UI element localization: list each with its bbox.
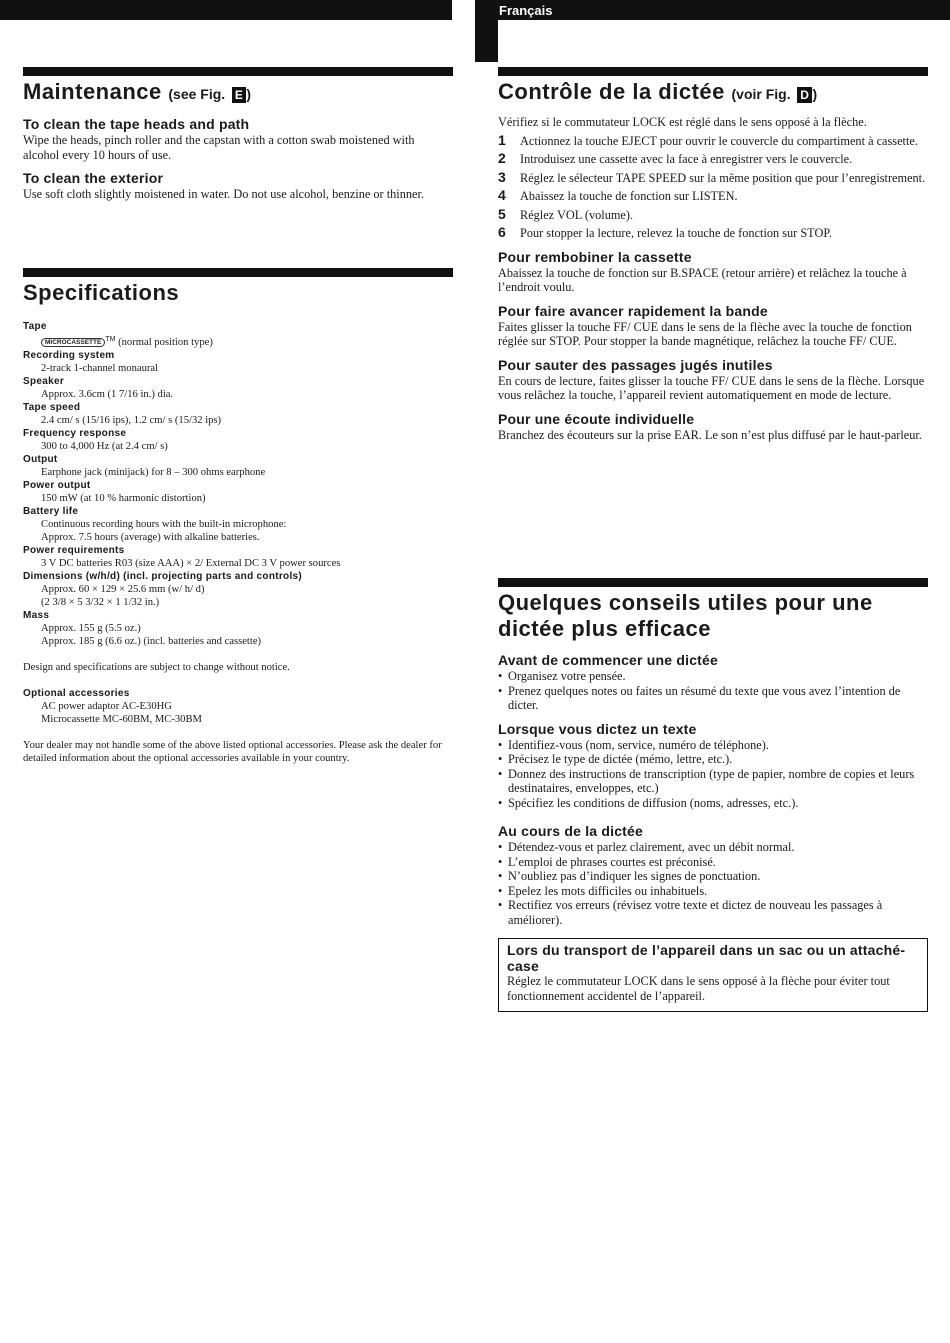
optional-accessory: Microcassette MC-60BM, MC-30BM [41, 714, 202, 725]
optional-accessory: AC power adaptor AC-E30HG [41, 701, 172, 712]
section-rule [498, 67, 928, 76]
list-item-text: Spécifiez les conditions de diffusion (noms, adresses, etc.). [508, 795, 799, 810]
spec-tape-speed-label: Tape speed [23, 402, 81, 413]
spec-frequency-value: 300 to 4,000 Hz (at 2.4 cm/ s) [41, 441, 168, 452]
step-text: Réglez le sélecteur TAPE SPEED sur la même position que pour l’enregistrement. [520, 170, 926, 185]
list-item [498, 738, 928, 753]
bullet-icon: • [498, 752, 503, 766]
transport-box [498, 938, 928, 1012]
microcassette-logo: MICROCASSETTE [41, 338, 105, 347]
step-text: Introduisez une cassette avec la face à enregistrer vers le couvercle. [520, 152, 853, 166]
lorsque-list [498, 738, 928, 811]
list-item [498, 855, 928, 870]
steps-list [498, 131, 928, 241]
clean-exterior-text: Use soft cloth slightly moistened in water. Do not use alcohol, benzine or thinner. [23, 187, 424, 201]
bullet-icon: • [498, 766, 503, 781]
cours-list [498, 840, 928, 927]
list-item [498, 840, 928, 855]
bullet-icon: • [498, 883, 503, 898]
spec-battery-value: Approx. 7.5 hours (average) with alkaline batteries. [41, 532, 260, 543]
list-item [498, 767, 928, 796]
avant-list [498, 669, 928, 713]
section-rule [23, 67, 453, 76]
section-rule [498, 578, 928, 587]
spec-frequency-label: Frequency response [23, 428, 127, 439]
rembobiner-heading: Pour rembobiner la cassette [498, 248, 692, 265]
sauter-text: En cours de lecture, faites glisser la touche FF/ CUE dans le sens de la flèche. Lorsque vous relâchez la touche, l’appareil revient automatiquement en mode de lecture. [498, 373, 925, 402]
ecoute-heading: Pour une écoute individuelle [498, 410, 695, 427]
section-rule [23, 268, 453, 277]
step-item [498, 131, 928, 149]
spec-tape-label: Tape [23, 321, 47, 332]
spec-output-value: Earphone jack (minijack) for 8 – 300 ohms earphone [41, 467, 266, 478]
bullet-icon: • [498, 898, 503, 912]
dealer-note: Your dealer may not handle some of the above listed optional accessories. Please ask the dealer for detailed information about the optional accessories available in your country. [23, 740, 442, 764]
cours-heading: Au cours de la dictée [498, 823, 644, 839]
spec-speaker-value: Approx. 3.6cm (1 7/16 in.) dia. [41, 389, 174, 400]
list-item-text: Rectifiez vos erreurs (révisez votre texte et dictez de nouveau les passages à améliorer). [508, 898, 883, 927]
design-note: Design and specifications are subject to change without notice. [23, 662, 290, 673]
bullet-icon: • [498, 840, 503, 854]
step-number: 1 [498, 131, 506, 148]
clean-heads-text: Wipe the heads, pinch roller and the capstan with a cotton swab moistened with alcohol every 10 hours of use. [23, 133, 415, 162]
spec-recording-label: Recording system [23, 350, 115, 361]
rembobiner-text: Abaissez la touche de fonction sur B.SPACE (retour arrière) et relâchez la touche à l’endroit voulu. [498, 265, 907, 294]
spec-battery-value: Continuous recording hours with the built-in microphone: [41, 519, 287, 530]
step-item [498, 226, 928, 241]
maintenance-title: Maintenance (see Fig. E ) [23, 79, 251, 104]
spec-mass-value: Approx. 185 g (6.6 oz.) (incl. batteries and cassette) [41, 636, 262, 647]
top-bar-left [0, 0, 452, 20]
avancer-heading: Pour faire avancer rapidement la bande [498, 302, 768, 319]
clean-heads-heading: To clean the tape heads and path [23, 116, 250, 132]
list-item [498, 796, 928, 811]
bullet-icon: • [498, 854, 503, 869]
avancer-text: Faites glisser la touche FF/ CUE dans le sens de la flèche avec la touche de fonction réglée sur STOP. Pour stopper la bande magnétique, relâchez la touche FF/ CUE. [498, 319, 912, 348]
spec-recording-value: 2-track 1-channel monaural [41, 363, 159, 374]
spec-mass-label: Mass [23, 610, 50, 621]
step-number: 6 [498, 224, 506, 240]
step-number: 3 [498, 168, 506, 185]
step-item [498, 189, 928, 204]
list-item [498, 684, 928, 713]
spec-dimensions-value: (2 3/8 × 5 3/32 × 1 1/32 in.) [41, 597, 160, 608]
list-item-text: N’oubliez pas d’indiquer les signes de ponctuation. [508, 869, 761, 883]
list-item-text: Identifiez-vous (nom, service, numéro de téléphone). [508, 737, 769, 752]
step-number: 5 [498, 205, 506, 222]
step-text: Pour stopper la lecture, relevez la touche de fonction sur STOP. [520, 226, 832, 240]
bullet-icon: • [498, 869, 503, 883]
list-item [498, 898, 928, 927]
language-tab [475, 20, 498, 62]
step-item [498, 152, 928, 167]
controle-title: Contrôle de la dictée (voir Fig. D ) [498, 79, 818, 104]
list-item-text: Epelez les mots difficiles ou inhabituels. [508, 883, 708, 898]
list-item-text: Organisez votre pensée. [508, 669, 626, 683]
list-item [498, 869, 928, 884]
list-item-text: L’emploi de phrases courtes est préconisé. [508, 854, 716, 869]
conseils-section [498, 578, 928, 1012]
list-item [498, 884, 928, 899]
spec-power-req-label: Power requirements [23, 545, 125, 556]
optional-accessories-label: Optional accessories [23, 688, 130, 699]
controle-section [498, 67, 928, 442]
spec-battery-label: Battery life [23, 506, 79, 517]
spec-tape-speed-value: 2.4 cm/ s (15/16 ips), 1.2 cm/ s (15/32 ips) [41, 415, 222, 426]
maintenance-section [23, 67, 453, 202]
clean-exterior-heading: To clean the exterior [23, 170, 164, 186]
list-item-text: Donnez des instructions de transcription (type de papier, nombre de copies et leurs destinataires, enveloppes, etc.) [508, 766, 915, 795]
list-item [498, 669, 928, 684]
lorsque-heading: Lorsque vous dictez un texte [498, 720, 697, 737]
step-number: 2 [498, 150, 506, 166]
spec-dimensions-label: Dimensions (w/h/d) (incl. projecting parts and controls) [23, 571, 303, 582]
list-item-text: Précisez le type de dictée (mémo, lettre, etc.). [508, 752, 733, 766]
spec-speaker-label: Speaker [23, 376, 65, 387]
bullet-icon: • [498, 669, 503, 683]
bullet-icon: • [498, 737, 503, 752]
spec-mass-value: Approx. 155 g (5.5 oz.) [41, 623, 141, 634]
step-item [498, 205, 928, 223]
spec-dimensions-value: Approx. 60 × 129 × 25.6 mm (w/ h/ d) [41, 584, 205, 595]
step-text: Abaissez la touche de fonction sur LISTEN. [520, 189, 738, 203]
step-item [498, 168, 928, 186]
transport-heading: Lors du transport de l’appareil dans un sac ou un attaché-case [507, 942, 906, 974]
spec-tape-value: MICROCASSETTE ™ (normal position type) [23, 333, 453, 349]
fig-d-label: D [797, 87, 812, 103]
bullet-icon: • [498, 683, 503, 698]
step-number: 4 [498, 187, 506, 203]
list-item-text: Prenez quelques notes ou faites un résumé du texte que vous avez l’intention de dicter. [508, 683, 901, 712]
transport-text: Réglez le commutateur LOCK dans le sens opposé à la flèche pour éviter tout fonctionnement accidentel de l’appareil. [507, 974, 890, 1003]
step-text: Réglez VOL (volume). [520, 207, 634, 222]
spec-power-req-value: 3 V DC batteries R03 (size AAA) × 2/ External DC 3 V power sources [41, 558, 341, 569]
conseils-title: Quelques conseils utiles pour une dictée plus efficace [498, 590, 873, 641]
avant-heading: Avant de commencer une dictée [498, 652, 719, 668]
list-item-text: Détendez-vous et parlez clairement, avec un débit normal. [508, 840, 795, 854]
spec-power-output-label: Power output [23, 480, 91, 491]
list-item [498, 752, 928, 767]
spec-power-output-value: 150 mW (at 10 % harmonic distortion) [41, 493, 206, 504]
sauter-heading: Pour sauter des passages jugés inutiles [498, 356, 773, 373]
bullet-icon: • [498, 795, 503, 810]
ecoute-text: Branchez des écouteurs sur la prise EAR. Le son n’est plus diffusé par le haut-parleur. [498, 427, 922, 442]
spec-output-label: Output [23, 454, 58, 465]
fig-e-label: E [232, 87, 247, 103]
specifications-title: Specifications [23, 280, 180, 305]
specifications-section [23, 268, 453, 765]
language-label: Français [499, 3, 553, 18]
step-text: Actionnez la touche EJECT pour ouvrir le couvercle du compartiment à cassette. [520, 133, 918, 148]
controle-intro: Vérifiez si le commutateur LOCK est réglé dans le sens opposé à la flèche. [498, 115, 867, 129]
